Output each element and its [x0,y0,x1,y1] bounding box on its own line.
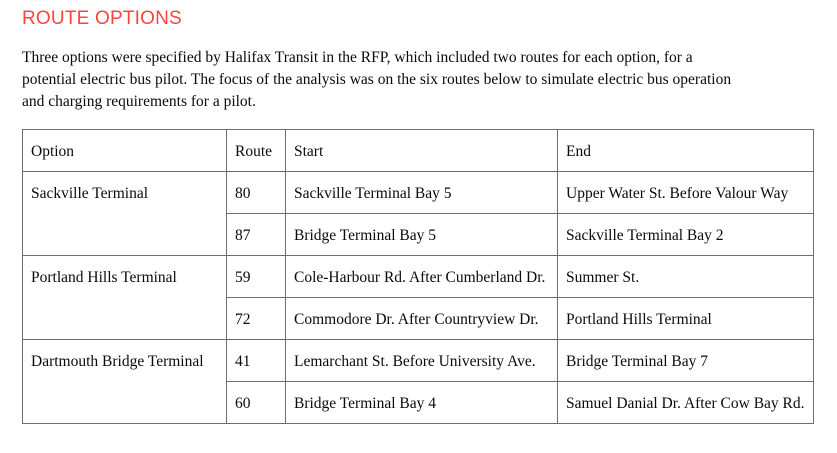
end-cell: Summer St. [558,256,814,298]
column-header-route: Route [227,130,286,172]
column-header-option: Option [23,130,227,172]
option-cell: Portland Hills Terminal [23,256,227,340]
end-cell: Portland Hills Terminal [558,298,814,340]
route-cell: 87 [227,214,286,256]
intro-paragraph: Three options were specified by Halifax Transit in the RFP, which included two routes for each option, for a potential electric bus pilot. The focus of the analysis was on the six routes below to simulate electric bus operation and charging requirements for a pilot. [22,49,732,110]
end-cell: Upper Water St. Before Valour Way [558,172,814,214]
start-cell: Commodore Dr. After Countryview Dr. [286,298,558,340]
route-cell: 72 [227,298,286,340]
route-table-body [23,172,814,424]
end-cell: Sackville Terminal Bay 2 [558,214,814,256]
route-options-table [22,129,814,424]
start-cell: Bridge Terminal Bay 5 [286,214,558,256]
end-cell: Samuel Danial Dr. After Cow Bay Rd. [558,382,814,424]
page-title: ROUTE OPTIONS [22,8,182,29]
option-cell: Sackville Terminal [23,172,227,256]
route-cell: 59 [227,256,286,298]
table-row [23,172,814,214]
start-cell: Cole-Harbour Rd. After Cumberland Dr. [286,256,558,298]
route-cell: 80 [227,172,286,214]
start-cell: Lemarchant St. Before University Ave. [286,340,558,382]
route-cell: 41 [227,340,286,382]
end-cell: Bridge Terminal Bay 7 [558,340,814,382]
table-header-row [23,130,814,172]
column-header-start: Start [286,130,558,172]
option-cell: Dartmouth Bridge Terminal [23,340,227,424]
route-cell: 60 [227,382,286,424]
column-header-end: End [558,130,814,172]
table-row [23,256,814,298]
start-cell: Sackville Terminal Bay 5 [286,172,558,214]
table-row [23,340,814,382]
start-cell: Bridge Terminal Bay 4 [286,382,558,424]
